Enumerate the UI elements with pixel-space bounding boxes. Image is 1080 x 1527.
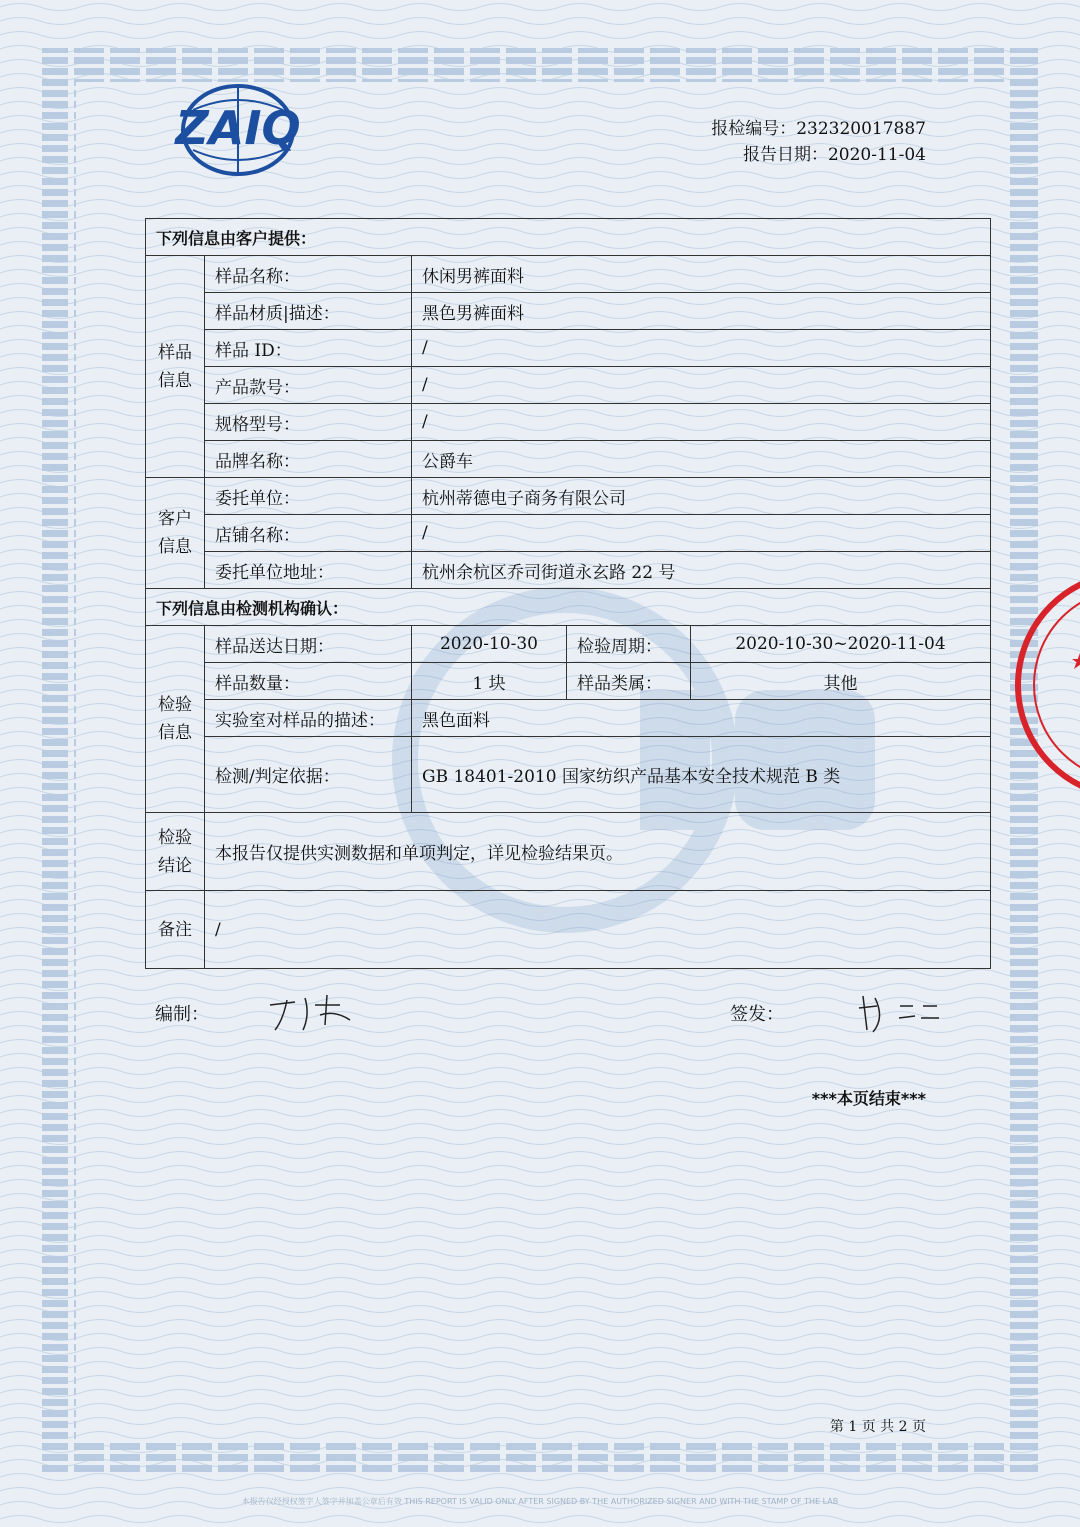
lab-section-title: 下列信息由检测机构确认： xyxy=(146,589,991,626)
period-label: 检验周期： xyxy=(567,626,691,663)
period-value: 2020-10-30~2020-11-04 xyxy=(691,626,991,663)
customer-group-label: 客户信息 xyxy=(158,509,192,557)
issued-by-label: 签发： xyxy=(730,1004,784,1025)
row-label: 规格型号： xyxy=(205,404,412,441)
issued-signature xyxy=(855,988,945,1036)
client-section-title: 下列信息由客户提供： xyxy=(146,219,991,256)
report-no-value: 232320017887 xyxy=(796,119,926,139)
row-label: 委托单位地址： xyxy=(205,552,412,589)
report-table xyxy=(145,218,991,969)
conclusion-text: 本报告仅提供实测数据和单项判定，详见检验结果页。 xyxy=(205,813,991,891)
category-label: 样品类属： xyxy=(567,663,691,700)
row-value: 黑色男裤面料 xyxy=(412,293,991,330)
page-number: 第 1 页 共 2 页 xyxy=(829,1419,926,1435)
report-no-label: 报检编号： xyxy=(711,119,797,139)
desc-value: 黑色面料 xyxy=(412,700,991,737)
row-value: 休闲男裤面料 xyxy=(412,256,991,293)
row-label: 委托单位： xyxy=(205,478,412,515)
received-value: 2020-10-30 xyxy=(412,626,567,663)
row-label: 店铺名称： xyxy=(205,515,412,552)
basis-label: 检测/判定依据： xyxy=(205,737,412,813)
row-label: 样品名称： xyxy=(205,256,412,293)
received-label: 样品送达日期： xyxy=(205,626,412,663)
row-value: 公爵车 xyxy=(412,441,991,478)
row-value: / xyxy=(412,330,991,367)
report-header-info xyxy=(711,116,926,168)
conclusion-group xyxy=(146,813,205,891)
page-end-mark: ***本页结束*** xyxy=(811,1089,926,1108)
svg-text:ZAIQ: ZAIQ xyxy=(175,101,301,155)
row-value: 杭州余杭区乔司街道永玄路 22 号 xyxy=(412,552,991,589)
red-seal-stamp xyxy=(1010,565,1080,805)
inspection-group-label: 检验信息 xyxy=(158,695,192,743)
remark-text: / xyxy=(205,891,991,969)
row-value: 杭州蒂德电子商务有限公司 xyxy=(412,478,991,515)
inspection-info-group xyxy=(146,626,205,813)
row-value: / xyxy=(412,515,991,552)
row-label: 样品 ID： xyxy=(205,330,412,367)
desc-label: 实验室对样品的描述： xyxy=(205,700,412,737)
qty-label: 样品数量： xyxy=(205,663,412,700)
row-label: 品牌名称： xyxy=(205,441,412,478)
row-label: 产品款号： xyxy=(205,367,412,404)
zaiq-logo xyxy=(148,80,328,180)
validity-footer-note: 本报告仅经授权签字人签字并加盖公章后有效 THIS REPORT IS VALID ONLY AFTER SIGNED BY THE AUTHORIZED SIGNER AND WITH THE STAMP OF THE LAB xyxy=(241,1497,839,1506)
row-label: 样品材质|描述： xyxy=(205,293,412,330)
basis-value: GB 18401-2010 国家纺织产品基本安全技术规范 B 类 xyxy=(412,737,991,813)
sample-info-group xyxy=(146,256,205,478)
conclusion-label: 检验结论 xyxy=(158,827,192,876)
prepared-signature xyxy=(265,990,365,1035)
report-date-label: 报告日期： xyxy=(742,145,828,165)
customer-info-group xyxy=(146,478,205,589)
row-value: / xyxy=(412,404,991,441)
qty-value: 1 块 xyxy=(412,663,567,700)
category-value: 其他 xyxy=(691,663,991,700)
sample-group-label: 样品信息 xyxy=(158,342,192,391)
remark-label: 备注 xyxy=(146,891,205,969)
report-date-value: 2020-11-04 xyxy=(827,145,926,165)
row-value: / xyxy=(412,367,991,404)
prepared-by-label: 编制： xyxy=(155,1004,209,1025)
